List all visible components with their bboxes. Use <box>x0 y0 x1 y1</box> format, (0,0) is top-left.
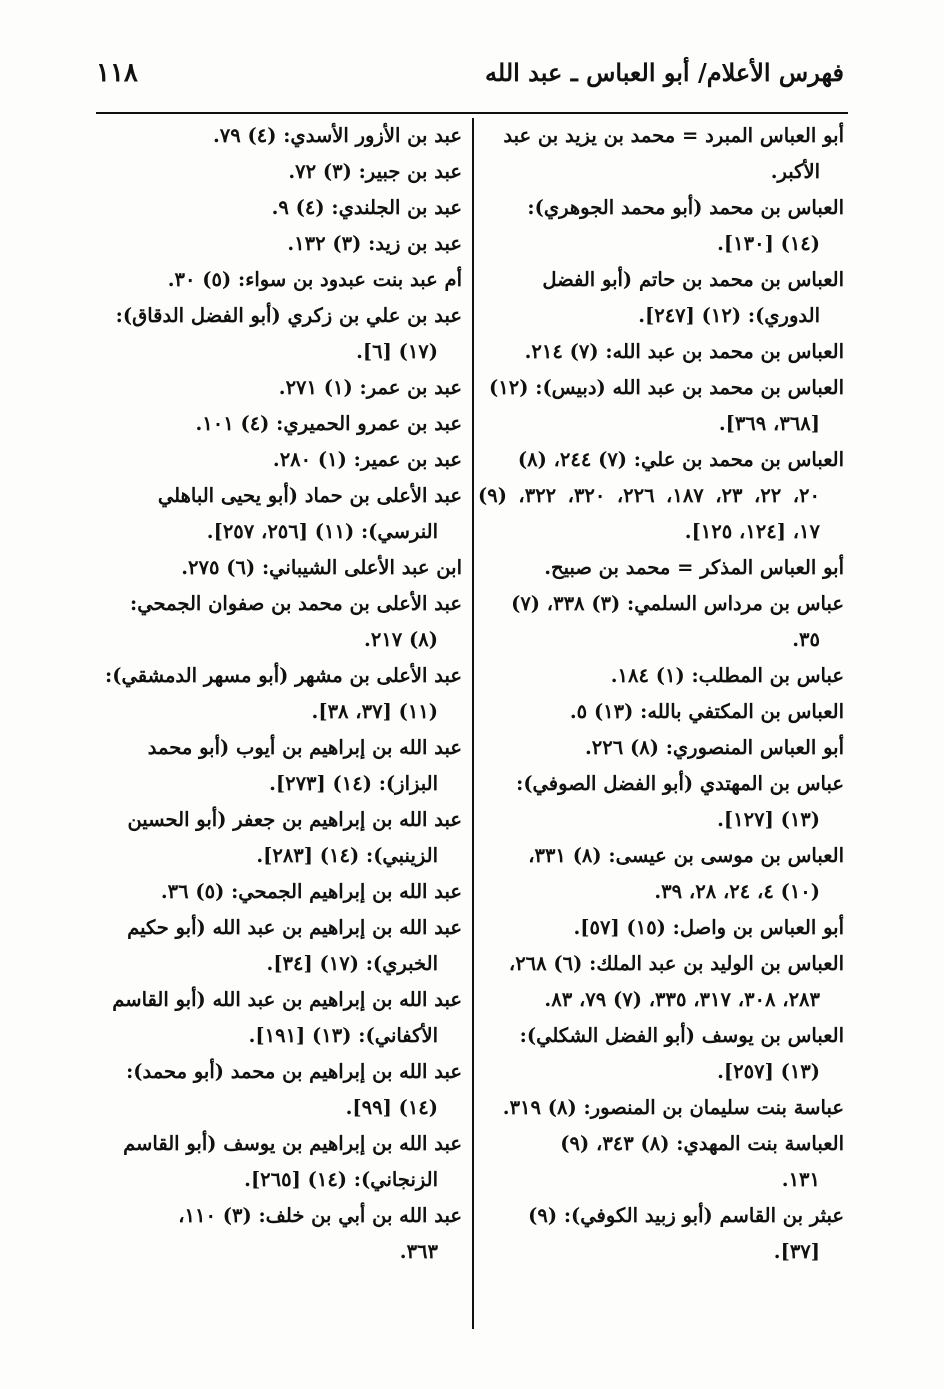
index-entry-text: عبد الله بن إبراهيم بن محمد (أبو محمد): <box>126 1060 462 1083</box>
index-entry-continuation: (١٤) [٩٩]. <box>345 1096 438 1119</box>
index-entry-text: عبثر بن القاسم (أبو زبيد الكوفي): (٩) <box>528 1204 844 1227</box>
index-entry <box>478 442 844 550</box>
index-entry-continuation: ٢٨٣، ٣٠٨، ٣١٧، ٣٣٥، (٧) ٧٩، ٨٣. <box>544 988 820 1011</box>
index-entry-text: أبو العباس المذكر = محمد بن صبيح. <box>544 556 844 579</box>
index-entry <box>96 226 462 262</box>
index-entry-text: عبد الأعلى بن مشهر (أبو مسهر الدمشقي): <box>105 664 462 687</box>
index-entry-text: عباس بن المهتدي (أبو الفضل الصوفي): <box>516 772 844 795</box>
header-rule <box>96 112 848 114</box>
index-entry-text: أبو العباس بن واصل: (١٥) [٥٧]. <box>573 916 844 939</box>
index-entry <box>96 154 462 190</box>
index-entry-text: أم عبد بنت عبدود بن سواء: (٥) ٣٠. <box>167 268 462 291</box>
index-entry-text: عبد الله بن إبراهيم بن عبد الله (أبو القاسم <box>112 988 462 1011</box>
index-entry <box>96 406 462 442</box>
index-entry-continuation: الدوري): (١٢) [٢٤٧]. <box>638 304 820 327</box>
index-entry <box>96 190 462 226</box>
index-entry-continuation: الزينبي): (١٤) [٢٨٣]. <box>256 844 438 867</box>
index-entry-text: العباس بن محمد (أبو محمد الجوهري): <box>527 196 844 219</box>
index-entry <box>478 190 844 262</box>
index-entry-continuation: الأكفاني): (١٣) [١٩١]. <box>248 1024 438 1047</box>
index-entry-continuation: (١١) [٣٧، ٣٨]. <box>311 700 438 723</box>
index-entry <box>96 982 462 1054</box>
index-entry <box>96 262 462 298</box>
index-entry-text: عبد الأعلى بن محمد بن صفوان الجمحي: <box>130 592 462 615</box>
index-entry-text: العباس بن محمد بن عبد الله (دبيس): (١٢) <box>489 376 844 399</box>
index-entry-text: عبد بن عمير: (١) ٢٨٠. <box>272 448 462 471</box>
index-entry-text: أبو العباس المبرد = محمد بن يزيد بن عبد <box>503 124 844 147</box>
index-entry <box>478 586 844 658</box>
index-entry <box>478 694 844 730</box>
index-entry <box>96 1126 462 1198</box>
index-entry <box>478 766 844 838</box>
index-entry-continuation: ٣٦٣. <box>399 1240 438 1263</box>
index-entry-continuation: (١٤) [١٣٠]. <box>717 232 820 255</box>
index-entry-text: عبد بن عمرو الحميري: (٤) ١٠١. <box>195 412 462 435</box>
index-entry-text: عبد بن الأزور الأسدي: (٤) ٧٩. <box>212 124 462 147</box>
index-entry-text: ابن عبد الأعلى الشيباني: (٦) ٢٧٥. <box>181 556 462 579</box>
index-entry <box>96 442 462 478</box>
index-entry <box>478 910 844 946</box>
index-entry <box>478 1090 844 1126</box>
index-entry-text: عبد بن جبير: (٣) ٧٢. <box>288 160 462 183</box>
index-entry-text: عبد بن الجلندي: (٤) ٩. <box>271 196 462 219</box>
index-entry <box>96 118 462 154</box>
index-entry-text: عبد الله بن إبراهيم الجمحي: (٥) ٣٦. <box>160 880 462 903</box>
index-entry <box>96 730 462 802</box>
index-entry <box>96 874 462 910</box>
index-entry <box>478 1126 844 1198</box>
index-entry-text: عبد الله بن أبي بن خلف: (٣) ١١٠، <box>178 1204 462 1227</box>
index-entry <box>478 334 844 370</box>
column-divider <box>472 118 474 1329</box>
index-entry <box>478 262 844 334</box>
index-entry <box>478 658 844 694</box>
index-entry-continuation: ١٣١. <box>781 1168 820 1191</box>
index-entry <box>478 550 844 586</box>
index-column-left <box>96 118 462 1351</box>
index-entry-text: العباس بن المكتفي بالله: (١٣) ٥. <box>569 700 844 723</box>
index-entry-text: عبد الأعلى بن حماد (أبو يحيى الباهلي <box>157 484 462 507</box>
index-entry-text: العباس بن محمد بن حاتم (أبو الفضل <box>542 268 844 291</box>
index-entry <box>96 802 462 874</box>
index-entry-continuation: [٣٦٨، ٣٦٩]. <box>718 412 820 435</box>
index-entry <box>96 298 462 370</box>
index-entry-text: أبو العباس المنصوري: (٨) ٢٢٦. <box>584 736 844 759</box>
index-entry-continuation: الزنجاني): (١٤) [٢٦٥]. <box>244 1168 438 1191</box>
index-entry-text: عبد الله بن إبراهيم بن أيوب (أبو محمد <box>147 736 462 759</box>
index-entry <box>96 1054 462 1126</box>
index-entry-text: عباسة بنت سليمان بن المنصور: (٨) ٣١٩. <box>502 1096 844 1119</box>
index-entry-continuation: ٣٥. <box>792 628 820 651</box>
index-entry <box>96 1198 462 1270</box>
index-entry <box>96 370 462 406</box>
index-entry <box>96 478 462 550</box>
index-entry-continuation: (١٧) [٦]. <box>356 340 438 363</box>
index-entry-continuation: النرسي): (١١) [٢٥٦، ٢٥٧]. <box>206 520 438 543</box>
index-entry <box>96 586 462 658</box>
index-entry-text: عبد الله بن إبراهيم بن عبد الله (أبو حكيم <box>127 916 462 939</box>
index-entry-text: العباس بن موسى بن عيسى: (٨) ٣٣١، <box>528 844 844 867</box>
index-entry <box>478 838 844 910</box>
index-entry <box>96 658 462 730</box>
index-entry-text: عبد بن عمر: (١) ٢٧١. <box>278 376 462 399</box>
index-entry-text: عبد الله بن إبراهيم بن يوسف (أبو القاسم <box>123 1132 462 1155</box>
running-header: فهرس الأعلام/ أبو العباس ـ عبد الله <box>485 58 844 87</box>
index-entry-continuation: ٢٠، ٢٢، ٢٣، ١٨٧، ٢٢٦، ٣٢٠، ٣٢٢، (٩) ١٧، [١٢٤، ١٢٥]. <box>478 484 820 543</box>
index-entry-continuation: (٨) ٢١٧. <box>364 628 438 651</box>
index-entry-text: عبد بن زيد: (٣) ١٣٢. <box>287 232 462 255</box>
index-entry-text: العباس بن الوليد بن عبد الملك: (٦) ٢٦٨، <box>508 952 844 975</box>
index-entry <box>478 1018 844 1090</box>
index-entry <box>478 946 844 1018</box>
index-entry-continuation: البزاز): (١٤) [٢٧٣]. <box>269 772 438 795</box>
index-entry-text: عبد الله بن إبراهيم بن جعفر (أبو الحسين <box>127 808 462 831</box>
index-column-right <box>478 118 844 1351</box>
index-entry-text: عبد بن علي بن زكري (أبو الفضل الدقاق): <box>115 304 462 327</box>
index-entry-text: العباسة بنت المهدي: (٨) ٣٤٣، (٩) <box>560 1132 844 1155</box>
index-entry <box>478 118 844 190</box>
index-entry-text: العباس بن محمد بن عبد الله: (٧) ٢١٤. <box>524 340 844 363</box>
index-entry-text: العباس بن محمد بن علي: (٧) ٢٤٤، (٨) <box>517 448 844 471</box>
index-entry-continuation: (١٠) ٤، ٢٤، ٢٨، ٣٩. <box>654 880 820 903</box>
index-entry-text: العباس بن يوسف (أبو الفضل الشكلي): <box>519 1024 844 1047</box>
page-number: ١١٨ <box>96 58 138 88</box>
index-entry <box>96 550 462 586</box>
index-entry-continuation: الخبري): (١٧) [٣٤]. <box>266 952 438 975</box>
index-entry-continuation: (١٣) [٢٥٧]. <box>717 1060 820 1083</box>
index-entry-continuation: (١٣) [١٢٧]. <box>717 808 820 831</box>
index-entry-text: عباس بن مرداس السلمي: (٣) ٣٣٨، (٧) <box>511 592 844 615</box>
index-entry <box>96 910 462 982</box>
index-entry <box>478 370 844 442</box>
index-entry <box>478 1198 844 1270</box>
index-entry-continuation: [٣٧]. <box>773 1240 820 1263</box>
index-entry-text: عباس بن المطلب: (١) ١٨٤. <box>610 664 844 687</box>
index-entry <box>478 730 844 766</box>
index-entry-continuation: الأكبر. <box>770 160 820 183</box>
